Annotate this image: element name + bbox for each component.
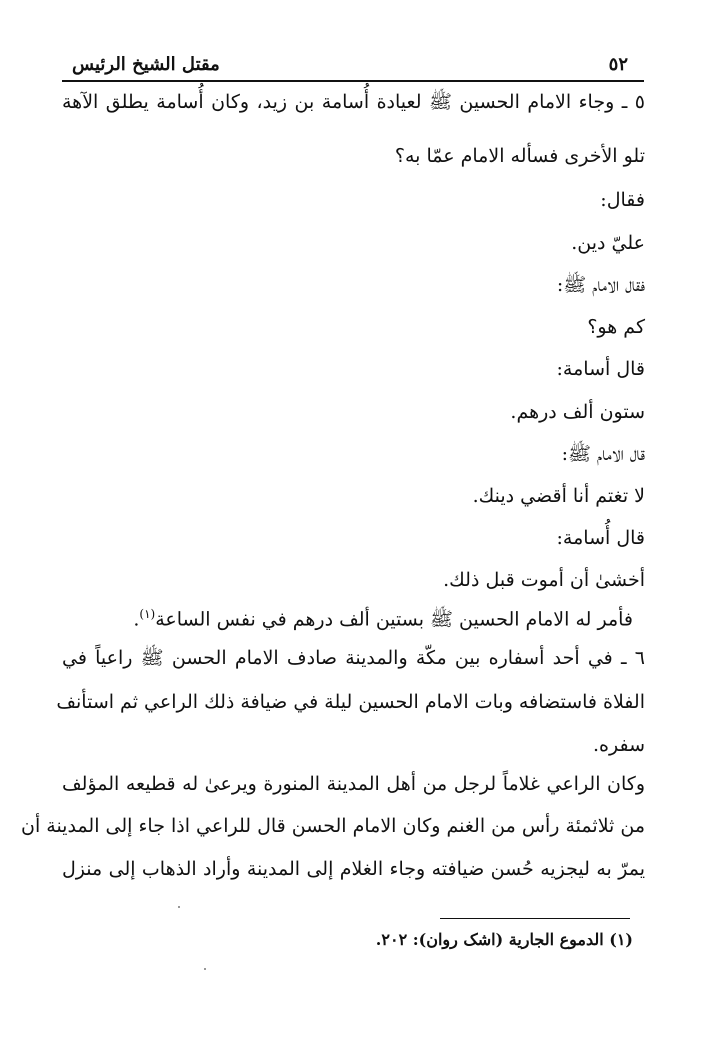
body-line: وكان الراعي غلاماً لرجل من أهل المدينة المنورة ويرعىٰ له قطيعه المؤلف [62,773,645,795]
body-line: ٦ ـ في أحد أسفاره بين مكّة والمدينة صادف الامام الحسن ﷺ راعياً في [62,647,645,669]
body-line: عليّ دين. [571,232,645,254]
body-line: كم هو؟ [587,316,645,338]
header-rule [62,80,644,82]
body-line: ٥ ـ وجاء الامام الحسين ﷺ لعيادة أُسامة بن زيد، وكان أُسامة يطلق الآهة [62,91,645,113]
running-title: مقتل الشيخ الرئيس [72,54,220,75]
body-line: قال أسامة: [556,358,645,380]
body-line: يمرّ به ليجزيه حُسن ضيافته وجاء الغلام إلى المدينة وأراد الذهاب إلى منزل [62,858,645,880]
body-line-with-footnote: فأمر له الامام الحسين ﷺ بستين ألف درهم في نفس الساعة$^{(١)}$. [133,607,633,631]
body-line-text: فأمر له الامام الحسين ﷺ بستين ألف درهم في نفس الساعة [155,608,633,631]
body-line: سفره. [592,734,645,756]
body-line: ستون ألف درهم. [510,401,645,423]
body-line: فقال الامام ﷺ: [556,274,645,296]
body-line: من ثلاثمئة رأس من الغنم وكان الامام الحسن قال للراعي اذا جاء إلى المدينة أن [20,815,645,837]
page-header [62,50,642,80]
footnote: (١) الدموع الجارية (اشک روان): ٢٠٢. [375,930,633,949]
footnote-rule [440,918,630,919]
body-line: تلو الأخرى فسأله الامام عمّا به؟ [394,145,645,167]
scan-speck [178,906,180,908]
footnote-marker: (١) [139,607,156,621]
body-line: الفلاة فاستضافه وبات الامام الحسين ليلة في ضيافة ذلك الراعي ثم استأنف [56,691,645,713]
body-line: قال الامام ﷺ: [561,443,645,465]
body-line: فقال: [600,189,645,211]
body-line: قال أُسامة: [556,527,645,549]
body-line: أخشىٰ أن أموت قبل ذلك. [443,569,645,591]
scan-speck [204,968,206,970]
page-number: ٥٢ [608,54,628,75]
body-line: لا تغتم أنا أقضي دينك. [472,485,645,507]
